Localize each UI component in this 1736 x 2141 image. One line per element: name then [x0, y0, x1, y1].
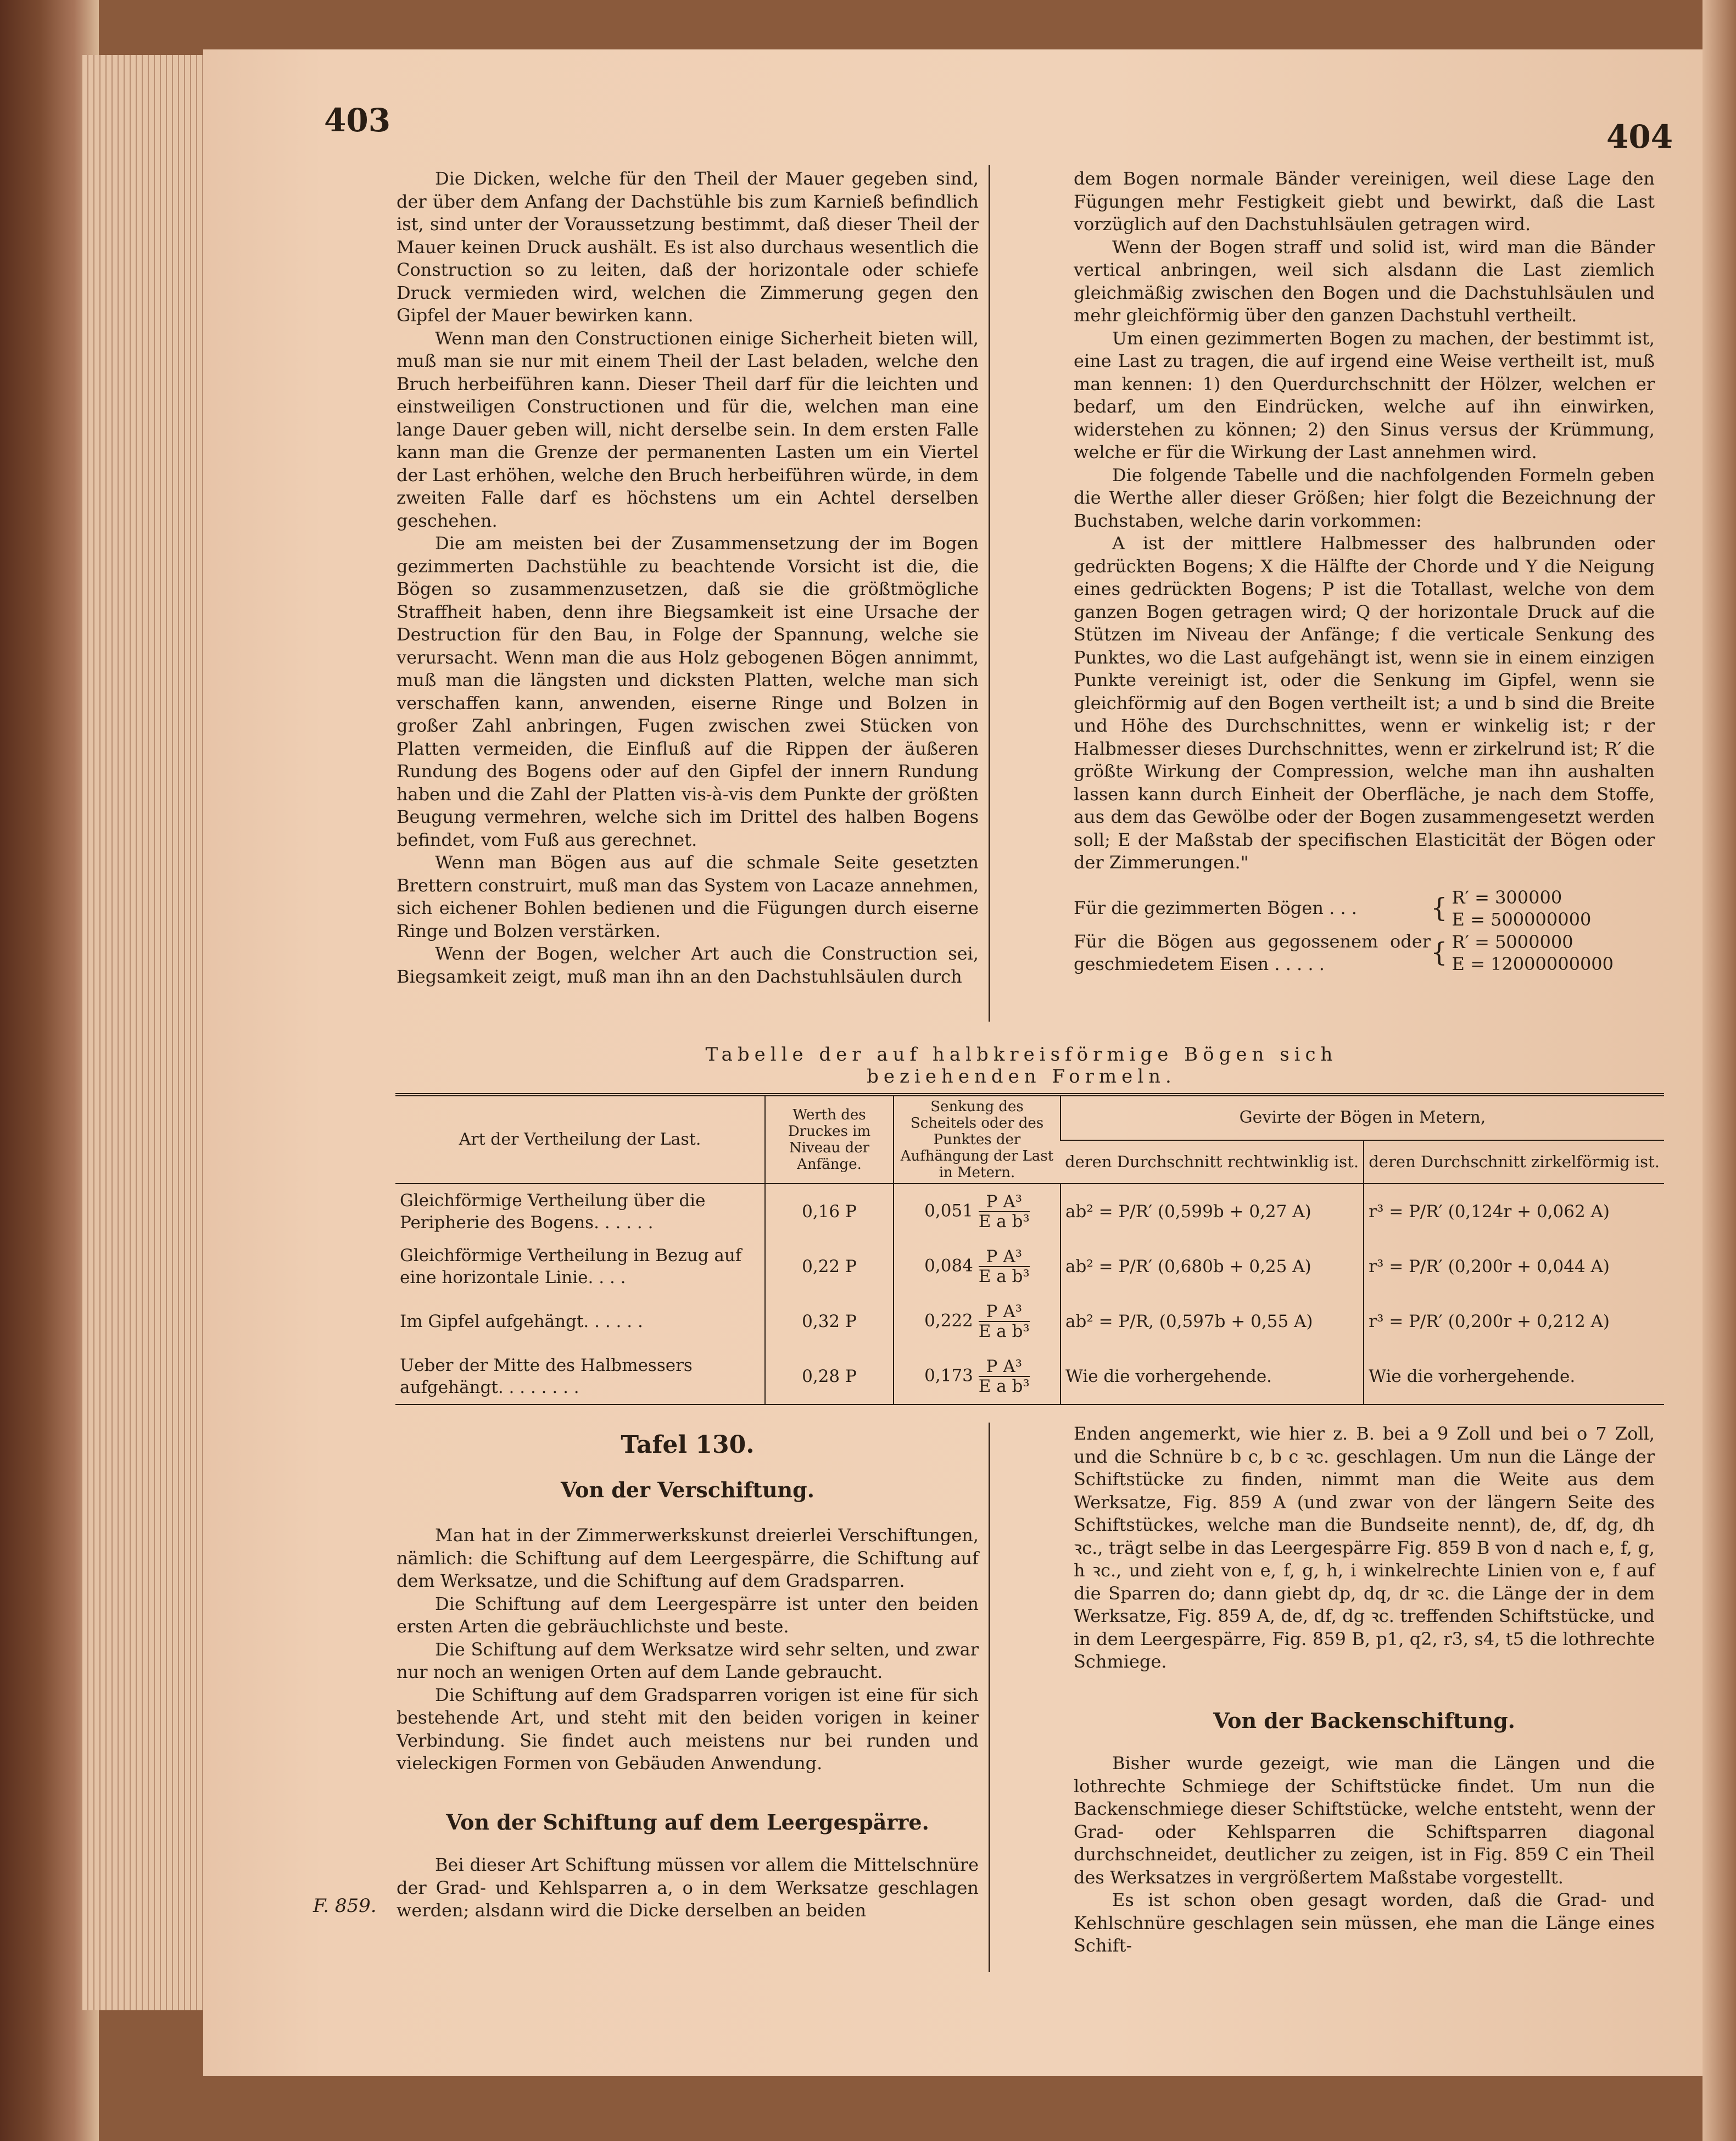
- header-gevirte: Gevirte der Bögen in Metern,: [1060, 1095, 1664, 1140]
- constants-block: [1074, 886, 1655, 976]
- page-number-right: 404: [1606, 118, 1673, 155]
- right-column-bottom: [1074, 1423, 1655, 1674]
- cell-circ: r³ = P/R′ (0,200r + 0,212 A): [1364, 1294, 1664, 1349]
- figure-reference: F. 859.: [313, 1895, 377, 1917]
- left-column-bottom: [397, 1524, 979, 1775]
- section-heading: Von der Backenschiftung.: [1213, 1708, 1515, 1733]
- constant-value: R′ = 5000000: [1452, 932, 1573, 952]
- constant-row: Für die gezimmerten Bögen . . . { R′ = 300000 E = 500000000: [1074, 886, 1592, 930]
- paragraph: Die am meisten bei der Zusammensetzung der im Bogen gezimmerten Dachstühle zu beachtende Vorsicht ist die, die Bögen so zusammenzusetzen, daß sie die größtmögliche Straffheit haben, denn ihre Biegsamkeit ist eine Ursache der Destruction für den Bau, in Folge der Spannung, welche sie verursacht. Wenn man die aus Holz gebogenen Bögen annimmt, muß man die längsten und dicksten Platten, welche man sich verschaffen kann, anwenden, eiserne Ringe und Bolzen in großer Zahl anbringen, Fugen zwischen zwei Stücken von Platten vermeiden, die Einfluß auf die Rippen der äußeren Rundung des Bogens oder auf den Gipfel der innern Rundung haben und die Zahl der Platten vis-à-vis dem Punkte der größten Beugung vermehren, welche sich im Drittel des halben Bogens befindet, vom Fuß aus gerechnet.: [397, 533, 979, 850]
- paragraph: Man hat in der Zimmerwerkskunst dreierlei Verschiftungen, nämlich: die Schiftung auf dem Leergespärre, die Schiftung auf dem Werksatze, und die Schiftung auf dem Gradsparren.: [397, 1525, 979, 1591]
- cell-senkung: 0,222 $\frac{\text{P A³}}{\text{E a b³}}$: [894, 1294, 1060, 1349]
- column-divider: [989, 1423, 990, 1972]
- table-caption: Tabelle der auf halbkreisförmige Bögen sich beziehenden Formeln.: [705, 1044, 1338, 1088]
- cell-werth: 0,32 P: [765, 1294, 894, 1349]
- page-edges: [82, 55, 209, 2010]
- left-column-top: [397, 168, 979, 988]
- paragraph: Die folgende Tabelle und die nachfolgenden Formeln geben die Werthe aller dieser Größen; hier folgt die Bezeichnung der Buchstaben, welche darin vorkommen:: [1074, 464, 1655, 531]
- cell-rect: Wie die vorhergehende.: [1060, 1349, 1364, 1404]
- cell-rect: ab² = P/R′ (0,680b + 0,25 A): [1060, 1239, 1364, 1294]
- paragraph: Bisher wurde gezeigt, wie man die Längen und die lothrechte Schmiege der Schiftstücke findet. Um nun die Backenschmiege dieser Schiftstücke, welche entsteht, wenn der Grad- oder Kehlsparren die Schiftsparren diagonal durchschneidet, deutlicher zu zeigen, ist in Fig. 859 C ein Theil des Werksatzes in vergrößertem Maßstabe vorgestellt.: [1074, 1753, 1655, 1888]
- header-werth: Werth des Druckes im Niveau der Anfänge.: [765, 1095, 894, 1184]
- paragraph: Es ist schon oben gesagt worden, daß die Grad- und Kehlschnüre geschlagen sein müssen, ehe man die Länge eines Schift-: [1074, 1889, 1655, 1956]
- paragraph: Um einen gezimmerten Bogen zu machen, der bestimmt ist, eine Last zu tragen, die auf irgend eine Weise vertheilt ist, muß man kennen: 1) den Querdurchschnitt der Hölzer, welchen er bedarf, um den Eindrücken, welche auf ihn einwirken, widerstehen zu können; 2) den Sinus versus der Krümmung, welche er für die Wirkung der Last annehmen wird.: [1074, 327, 1655, 462]
- tafel-heading: Tafel 130.: [621, 1431, 755, 1459]
- constant-row: Für die Bögen aus gegossenem oder geschmiedetem Eisen . . . . . { R′ = 5000000 E = 12000000000: [1074, 930, 1655, 976]
- paragraph: Wenn man den Constructionen einige Sicherheit bieten will, muß man sie nur mit einem Theil der Last beladen, welche den Bruch herbeiführen kann. Dieser Theil darf für die leichten und einstweiligen Constructionen und für die, welchen man eine lange Dauer geben will, nicht derselbe sein. In dem ersten Falle kann man die Grenze der permanenten Lasten um ein Viertel der Last erhöhen, welche den Bruch herbeiführen würde, in dem zweiten Falle darf es höchstens um ein Achtel derselben geschehen.: [397, 327, 979, 531]
- cell-werth: 0,28 P: [765, 1349, 894, 1404]
- paragraph: Wenn der Bogen straff und solid ist, wird man die Bänder vertical anbringen, weil sich alsdann die Last ziemlich gleichmäßig zwischen den Bogen und die Dachstuhlsäulen und mehr gleichförmig über den ganzen Dachstuhl vertheilt.: [1074, 236, 1655, 326]
- paragraph: Die Schiftung auf dem Leergespärre ist unter den beiden ersten Arten die gebräuchlichste und beste.: [397, 1593, 979, 1637]
- cell-circ: Wie die vorhergehende.: [1364, 1349, 1664, 1404]
- table-row: [395, 1239, 1664, 1294]
- constant-value: E = 12000000000: [1452, 954, 1614, 974]
- header-art: Art der Vertheilung der Last.: [395, 1095, 765, 1184]
- constant-label: Für die Bögen aus gegossenem oder geschmiedetem Eisen . . . . .: [1074, 930, 1431, 974]
- paragraph: Die Dicken, welche für den Theil der Mauer gegeben sind, der über dem Anfang der Dachstühle bis zum Karnieß befindlich ist, sind unter der Voraussetzung bestimmt, daß dieser Theil der Mauer keinen Druck aushält. Es ist also durchaus wesentlich die Construction so zu leiten, daß der horizontale oder schiefe Druck vermieden wird, welchen die Zimmerung gegen den Gipfel der Mauer bewirken kann.: [397, 168, 979, 326]
- paragraph: dem Bogen normale Bänder vereinigen, weil diese Lage den Fügungen mehr Festigkeit giebt und bewirkt, daß die Last vorzüglich auf den Dachstuhlsäulen getragen wird.: [1074, 168, 1655, 235]
- paragraph: Die Schiftung auf dem Gradsparren vorigen ist eine für sich bestehende Art, und steht mit den beiden vorigen in keiner Verbindung. Sie findet auch meistens nur bei runden und vieleckigen Formen von Gebäuden Anwendung.: [397, 1684, 979, 1774]
- cell-circ: r³ = P/R′ (0,124r + 0,062 A): [1364, 1184, 1664, 1239]
- column-divider: [989, 165, 990, 1022]
- constant-value: R′ = 300000: [1452, 886, 1562, 908]
- book-right-edge: [1702, 0, 1736, 2141]
- table-row: [395, 1294, 1664, 1349]
- paragraph: Die Schiftung auf dem Werksatze wird sehr selten, und zwar nur noch an wenigen Orten auf dem Lande gebraucht.: [397, 1638, 979, 1682]
- constant-value: E = 500000000: [1452, 908, 1592, 930]
- constant-label: Für die gezimmerten Bögen . . .: [1074, 897, 1357, 918]
- cell-art: Gleichförmige Vertheilung über die Peripherie des Bogens. . . . . .: [400, 1191, 706, 1233]
- cell-senkung: 0,051 $\frac{\text{P A³}}{\text{E a b³}}$: [894, 1184, 1060, 1239]
- left-column-bottom-2: [397, 1854, 979, 1922]
- header-rechteckig: deren Durchschnitt rechtwinklig ist.: [1060, 1140, 1364, 1184]
- cell-rect: ab² = P/R, (0,597b + 0,55 A): [1060, 1294, 1364, 1349]
- cell-rect: ab² = P/R′ (0,599b + 0,27 A): [1060, 1184, 1364, 1239]
- section-heading: Von der Schiftung auf dem Leergespärre.: [446, 1810, 929, 1835]
- paragraph: Wenn der Bogen, welcher Art auch die Construction sei, Biegsamkeit zeigt, muß man ihn an den Dachstuhlsäulen durch: [397, 943, 979, 987]
- paragraph: Bei dieser Art Schiftung müssen vor allem die Mittelschnüre der Grad- und Kehlsparren a, o in dem Werksatze geschlagen werden; alsdann wird die Dicke derselben an beiden: [397, 1854, 979, 1921]
- page-number-left: 403: [324, 102, 391, 139]
- paragraph: Enden angemerkt, wie hier z. B. bei a 9 Zoll und bei o 7 Zoll, und die Schnüre b c, b c ꝛc. geschlagen. Um nun die Länge der Schiftstücke zu finden, nimmt man die Weite aus dem Werksatze, Fig. 859 A (und zwar von der längern Seite des Schiftstückes, welche man die Bundseite nennt), de, df, dg, dh ꝛc., trägt selbe in das Leergespärre Fig. 859 B von d nach e, f, g, h ꝛc., und zieht von e, f, g, h, i winkelrechte Linien von e, f auf die Sparren do; dann giebt dp, dq, dr ꝛc. die Länge der in dem Werksatze, Fig. 859 A, de, df, dg ꝛc. treffenden Schiftstücke, und in dem Leergespärre, Fig. 859 B, p1, q2, r3, s4, t5 die lothrechte Schmiege.: [1074, 1423, 1655, 1672]
- cell-art: Ueber der Mitte des Halbmessers aufgehängt. . . . . . . .: [395, 1349, 765, 1404]
- formula-table: [395, 1093, 1664, 1405]
- table-row: [395, 1349, 1664, 1404]
- paragraph: Wenn man Bögen aus auf die schmale Seite gesetzten Brettern construirt, muß man das System von Lacaze annehmen, sich eichener Bohlen bedienen und die Fügungen durch eiserne Ringe und Bolzen verstärken.: [397, 852, 979, 941]
- cell-art: Im Gipfel aufgehängt. . . . . .: [400, 1312, 643, 1331]
- section-heading: Von der Verschiftung.: [561, 1477, 814, 1502]
- header-senkung: Senkung des Scheitels oder des Punktes der Aufhängung der Last in Metern.: [894, 1095, 1060, 1184]
- paragraph: A ist der mittlere Halbmesser des halbrunden oder gedrückten Bogens; X die Hälfte der Chorde und Y die Neigung eines gedrückten Bogens; P ist die Totallast, welche von dem ganzen Bogen getragen wird; Q der horizontale Druck auf die Stützen im Niveau der Anfänge; f die verticale Senkung des Punktes, wo die Last aufgehängt ist, wenn sie in einem einzigen Punkte vereinigt ist, oder die Senkung im Gipfel, wenn sie gleichförmig auf den Bogen vertheilt ist; a und b sind die Breite und Höhe des Durchschnittes, wenn er winkelig ist; r der Halbmesser dieses Durchschnittes, wenn er zirkelrund ist; R′ die größte Wirkung der Compression, welche man ihn aushalten lassen kann durch Einheit der Oberfläche, je nach dem Stoffe, aus dem das Gewölbe oder der Bogen zusammengesetzt werden soll; E der Maßstab der specifischen Elasticität der Bögen oder der Zimmerungen.": [1074, 533, 1655, 873]
- cell-werth: 0,22 P: [765, 1239, 894, 1294]
- cell-senkung: 0,084 $\frac{\text{P A³}}{\text{E a b³}}$: [894, 1239, 1060, 1294]
- cell-circ: r³ = P/R′ (0,200r + 0,044 A): [1364, 1239, 1664, 1294]
- right-column-top: [1074, 168, 1655, 976]
- cell-werth: 0,16 P: [765, 1184, 894, 1239]
- table-row: [395, 1184, 1664, 1239]
- right-column-bottom-2: [1074, 1752, 1655, 1958]
- table-header-row: [395, 1095, 1664, 1140]
- cell-art: Gleichförmige Vertheilung in Bezug auf eine horizontale Linie. . . .: [400, 1246, 742, 1287]
- cell-senkung: 0,173 $\frac{\text{P A³}}{\text{E a b³}}$: [894, 1349, 1060, 1404]
- header-kreis: deren Durchschnitt zirkelförmig ist.: [1364, 1140, 1664, 1184]
